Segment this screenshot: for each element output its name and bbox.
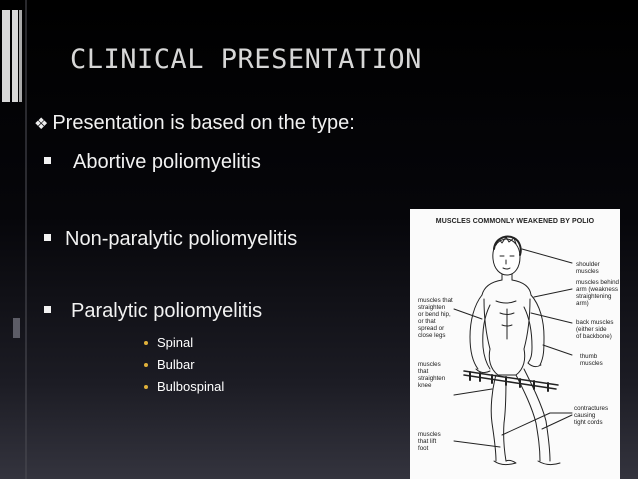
sub-list-item: [144, 354, 224, 376]
label-knee-muscles: muscles that straighten knee: [418, 361, 446, 389]
intro-line: [34, 112, 355, 135]
dot-bullet-icon: [144, 385, 148, 389]
dot-bullet-icon: [144, 341, 148, 345]
square-bullet-icon: [44, 234, 51, 241]
decor-bar: [13, 318, 20, 338]
label-back-muscles: back muscles (either side of backbone): [576, 319, 614, 340]
square-bullet-icon: [44, 157, 51, 164]
label-shoulder-muscles: shoulder muscles: [576, 261, 600, 275]
dot-bullet-icon: [144, 363, 148, 367]
decor-bar: [2, 10, 10, 102]
label-hip-muscles: muscles that straighten or bend hip, or that spread or close legs: [418, 297, 453, 339]
decor-line: [25, 0, 27, 479]
boy-illustration: [410, 209, 620, 479]
decor-bar: [19, 10, 22, 102]
decor-bar: [12, 10, 18, 102]
sub-list-item-text: Bulbar: [157, 357, 195, 372]
diamond-bullet-icon: ❖: [34, 116, 49, 133]
list-item: [44, 228, 297, 251]
label-thumb-muscles: thumb muscles: [580, 353, 603, 367]
sub-list-item-text: Bulbospinal: [157, 379, 225, 394]
sub-list-item-text: Spinal: [157, 335, 194, 350]
square-bullet-icon: [44, 306, 51, 313]
list-item-text: Non-paralytic poliomyelitis: [65, 228, 298, 250]
sub-list-item: [144, 376, 224, 398]
list-item-text: Abortive poliomyelitis: [73, 151, 261, 173]
intro-text: Presentation is based on the type:: [52, 112, 355, 134]
label-foot-muscles: muscles that lift foot: [418, 431, 441, 452]
label-muscles-behind-arm: muscles behind arm (weakness straightening arm): [576, 279, 619, 307]
list-item: [44, 151, 261, 174]
sub-list-item: [144, 332, 224, 354]
figure-title: MUSCLES COMMONLY WEAKENED BY POLIO: [435, 218, 595, 225]
list-item-text: Paralytic poliomyelitis: [71, 300, 263, 322]
label-contractures: contractures causing tight cords: [574, 405, 609, 426]
sub-list: [144, 332, 224, 398]
list-item: [44, 300, 262, 323]
slide-title: CLINICAL PRESENTATION: [70, 44, 422, 75]
polio-muscles-figure: [410, 209, 620, 479]
